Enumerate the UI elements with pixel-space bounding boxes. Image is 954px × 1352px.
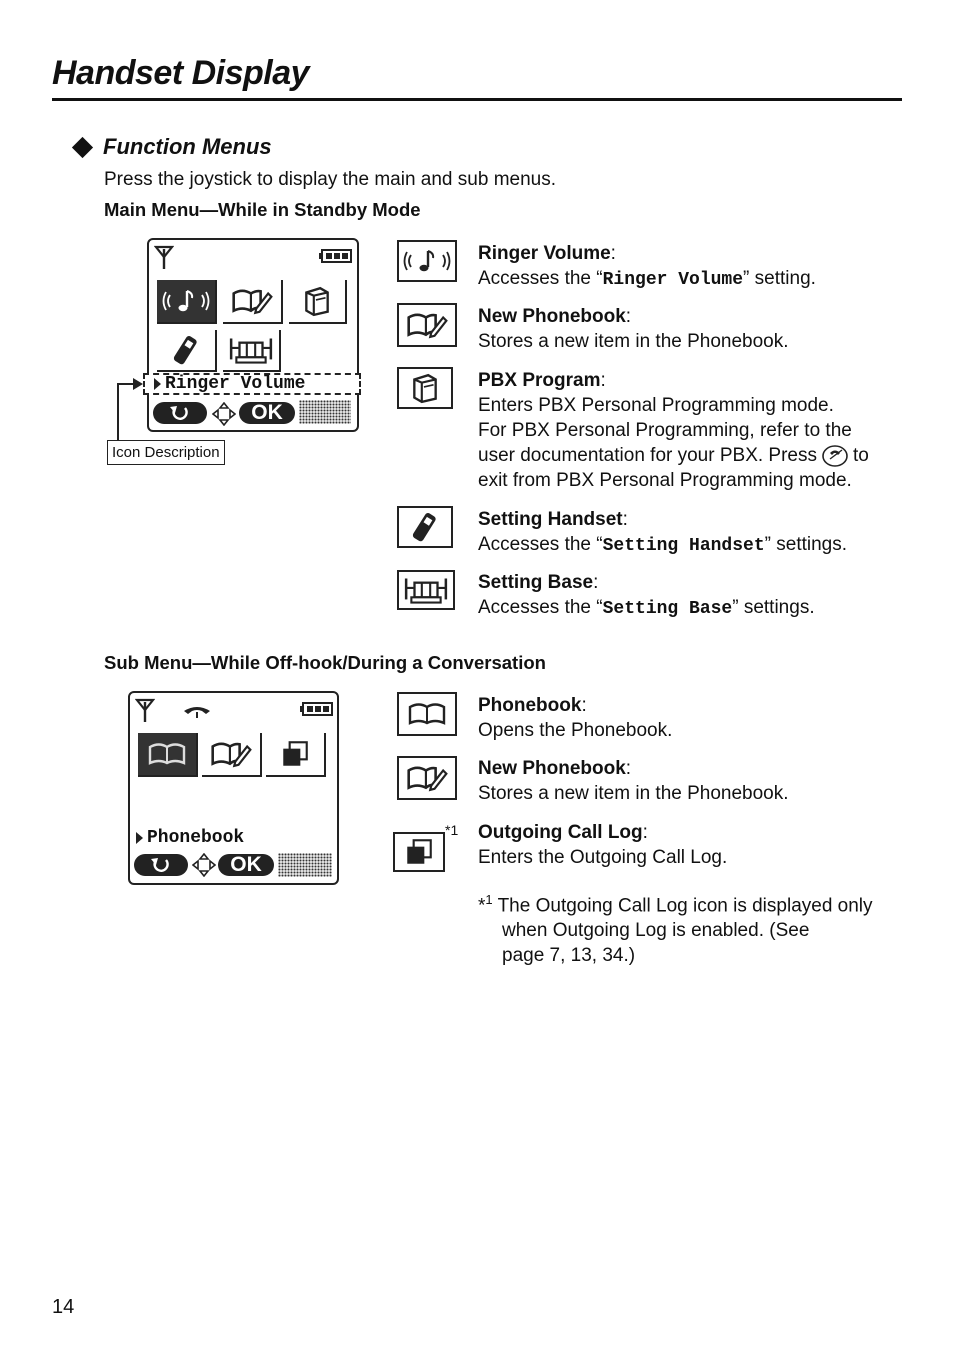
footnote-marker: *1 (445, 822, 459, 838)
ringer-volume-icon (157, 280, 217, 324)
sub-menu-heading: Sub Menu—While Off-hook/During a Conversation (104, 652, 546, 673)
diamond-bullet-icon (72, 136, 93, 157)
back-icon (168, 403, 192, 423)
sub-menu-screen (128, 691, 339, 885)
callout-line (117, 384, 119, 440)
screen-label-row (136, 828, 244, 848)
title-divider (52, 98, 902, 101)
main-menu-heading: Main Menu—While in Standby Mode (104, 199, 421, 220)
outgoing-call-log-desc: Outgoing Call Log: Enters the Outgoing Call Log. (478, 822, 728, 868)
antenna-icon (154, 244, 174, 270)
joystick-icon (212, 402, 236, 426)
setting-base-icon (397, 570, 455, 610)
icon-description-label: Icon Description (107, 440, 225, 465)
phonebook-icon (397, 692, 457, 736)
handset-offhook-icon (182, 703, 212, 719)
cursor-arrow-icon (136, 832, 143, 844)
battery-icon (300, 701, 334, 717)
pbx-program-icon (397, 367, 453, 409)
back-softkey (134, 854, 188, 876)
antenna-icon (135, 697, 155, 723)
dot-pattern (278, 853, 332, 877)
ringer-volume-desc: Ringer Volume: Accesses the “Ringer Volume” setting. (478, 243, 816, 290)
section-heading (72, 134, 272, 160)
pbx-program-desc: PBX Program: Enters PBX Personal Programming mode. For PBX Personal Programming, refer to the user documentation for your PBX. Press to exit from PBX Personal Programming mode. (478, 370, 869, 491)
power-key-icon (821, 444, 849, 468)
ok-softkey: OK (239, 402, 295, 424)
phonebook-icon (138, 733, 198, 777)
pbx-program-icon (289, 280, 347, 324)
setting-handset-icon (157, 330, 217, 372)
dot-pattern (299, 400, 351, 424)
new-phonebook-icon (223, 280, 283, 324)
setting-handset-desc: Setting Handset: Accesses the “Setting Handset” settings. (478, 509, 848, 556)
back-softkey (153, 402, 207, 424)
outgoing-call-log-icon (393, 832, 445, 872)
section-heading-label: Function Menus (103, 134, 272, 159)
battery-icon (319, 248, 353, 264)
setting-base-desc: Setting Base: Accesses the “Setting Base” settings. (478, 572, 815, 619)
new-phonebook-desc: New Phonebook: Stores a new item in the Phonebook. (478, 758, 789, 804)
joystick-icon (192, 853, 216, 877)
screen-label: Phonebook (147, 828, 245, 848)
page-number: 14 (52, 1296, 75, 1318)
footnote: *$^1$ The Outgoing Call Log icon is displayed only when Outgoing Log is enabled. (See page 7, 13, 34.) (478, 892, 873, 967)
main-menu-screen (147, 238, 359, 432)
section-intro: Press the joystick to display the main and sub menus. (104, 169, 557, 190)
phonebook-desc: Phonebook: Opens the Phonebook. (478, 695, 673, 741)
new-phonebook-desc: New Phonebook: Stores a new item in the Phonebook. (478, 306, 789, 352)
new-phonebook-icon (202, 733, 262, 777)
setting-handset-icon (397, 506, 453, 548)
ringer-volume-icon (397, 240, 457, 282)
cursor-arrow-icon (154, 378, 161, 390)
callout-arrow-icon (133, 378, 143, 390)
screen-label: Ringer Volume (165, 374, 306, 394)
setting-base-icon (223, 330, 281, 372)
page-title: Handset Display (52, 54, 310, 92)
ok-softkey: OK (218, 854, 274, 876)
new-phonebook-icon (397, 756, 457, 800)
new-phonebook-icon (397, 303, 457, 347)
back-icon (149, 855, 173, 875)
screen-label-row (154, 374, 305, 394)
outgoing-call-log-icon (266, 733, 326, 777)
